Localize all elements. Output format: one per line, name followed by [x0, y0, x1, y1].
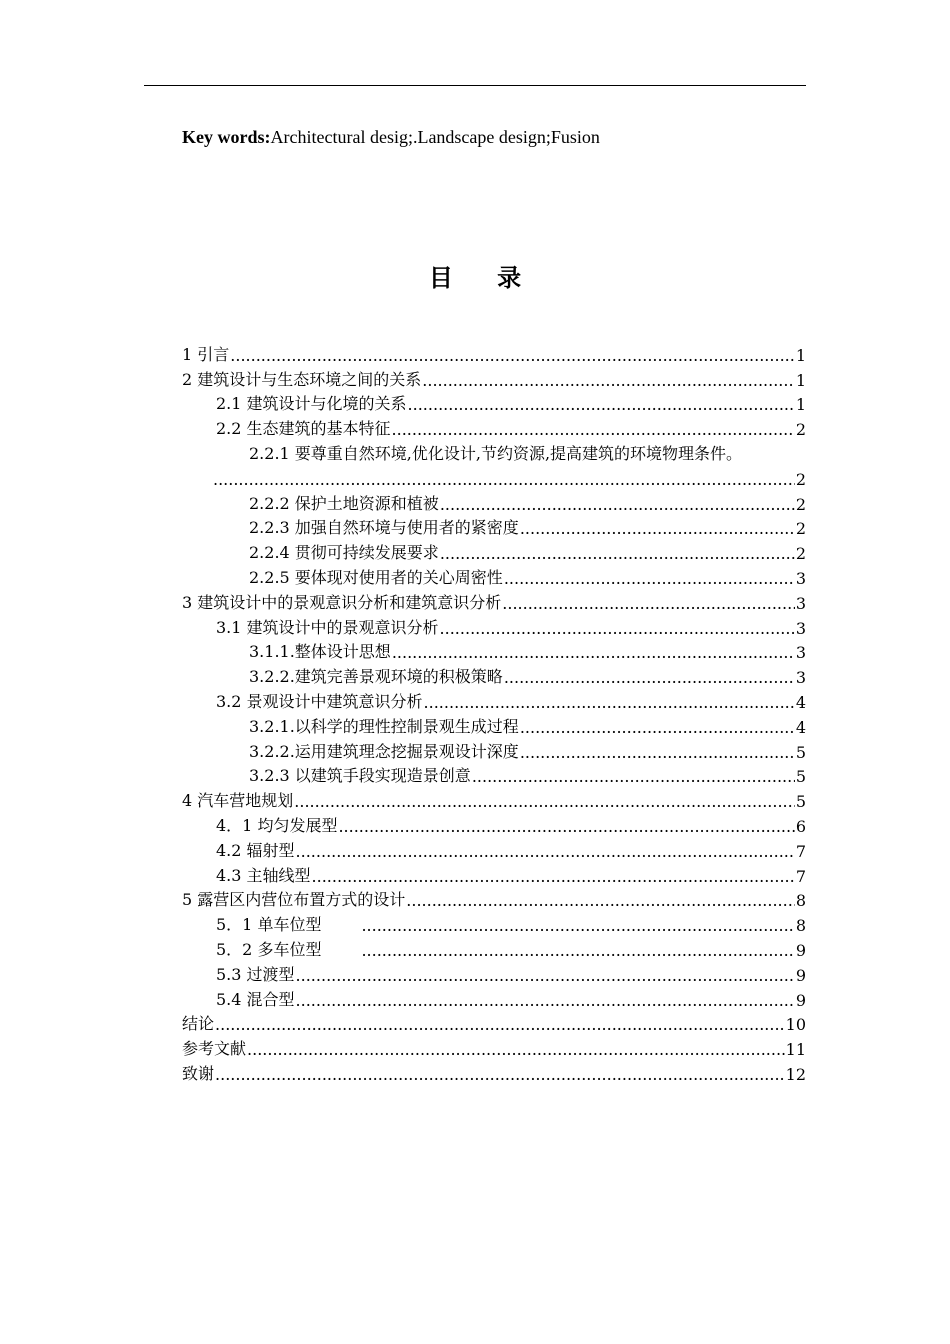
- toc-entry-page: 2: [795, 420, 806, 440]
- toc-entry-title: 4.3 主轴线型: [216, 865, 311, 885]
- toc-entry-page: 9: [795, 940, 806, 960]
- toc-entry-title: 2.2 生态建筑的基本特征: [216, 419, 391, 439]
- toc-leader-dots: [520, 718, 795, 737]
- toc-entry-page: 9: [795, 965, 806, 985]
- toc-entry[interactable]: [182, 985, 806, 1010]
- toc-leader-dots: [440, 619, 795, 638]
- toc-entry-page: 3: [795, 618, 806, 638]
- keywords-text: Architectural desig;.Landscape design;Fusion: [270, 127, 600, 147]
- toc-entry-title: 3.1.1.整体设计思想: [249, 642, 391, 662]
- toc-entry-page: 2: [795, 469, 806, 489]
- toc-entry-title: 致谢: [182, 1063, 215, 1083]
- toc-entry-title: 2.2.4 贯彻可持续发展要求: [249, 543, 439, 563]
- toc-leader-dots: [338, 817, 794, 836]
- toc-entry[interactable]: [182, 439, 806, 464]
- toc-entry[interactable]: [182, 861, 806, 886]
- toc-entry-page: 4: [795, 692, 806, 712]
- toc-entry-title: 3.2.3 以建筑手段实现造景创意: [249, 766, 471, 786]
- header-rule: [144, 85, 806, 86]
- toc-entry-page: 5: [795, 792, 806, 812]
- toc-leader-dots: [312, 867, 795, 886]
- toc-entry-title: 4 汽车营地规划: [182, 791, 294, 811]
- toc-entry-title: 4.2 辐射型: [216, 840, 295, 860]
- toc-entry[interactable]: [182, 538, 806, 563]
- toc-entry-page: 10: [785, 1015, 806, 1035]
- toc-entry[interactable]: [182, 811, 806, 836]
- toc-leader-dots: [520, 519, 795, 538]
- toc-entry[interactable]: [182, 638, 806, 663]
- toc-leader-dots: [440, 544, 795, 563]
- toc-leader-dots: [296, 991, 795, 1010]
- toc-entry[interactable]: [182, 687, 806, 712]
- toc-leader-dots: [520, 743, 795, 762]
- toc-leader-dots: [406, 891, 795, 910]
- toc-entry-title: 3.1 建筑设计中的景观意识分析: [216, 617, 439, 637]
- toc-entry-page: 5: [795, 767, 806, 787]
- toc-entry-title: 2.2.3 加强自然环境与使用者的紧密度: [249, 518, 519, 538]
- toc-leader-dots: [504, 569, 795, 588]
- toc-entry[interactable]: [182, 786, 806, 811]
- toc-entry-title: 3.2 景观设计中建筑意识分析: [216, 691, 423, 711]
- toc-entry[interactable]: [182, 935, 806, 960]
- toc-leader-dots: [296, 966, 795, 985]
- toc-entry-page: 4: [795, 717, 806, 737]
- toc-entry-page: 9: [795, 990, 806, 1010]
- toc-leader-dots: [296, 842, 795, 861]
- toc-entry[interactable]: [182, 737, 806, 762]
- toc-entry-page: 2: [795, 544, 806, 564]
- toc-entry[interactable]: [182, 588, 806, 613]
- toc-entry-title: 2.1 建筑设计与化境的关系: [216, 394, 407, 414]
- toc-leader-dots: [440, 495, 795, 514]
- toc-entry-page: 3: [795, 593, 806, 613]
- toc-entry-title: 结论: [182, 1014, 215, 1034]
- toc-entry[interactable]: [182, 1059, 806, 1084]
- toc-leader-dots: [424, 693, 795, 712]
- toc-entry[interactable]: [182, 712, 806, 737]
- toc-entry[interactable]: [182, 886, 806, 911]
- keywords-line: [182, 126, 600, 148]
- table-of-contents: [182, 340, 806, 1084]
- toc-entry-page: 1: [795, 395, 806, 415]
- toc-entry-page: 3: [795, 668, 806, 688]
- toc-entry-page: 7: [795, 866, 806, 886]
- toc-entry[interactable]: [182, 762, 806, 787]
- toc-entry-title: 2.2.1 要尊重自然环境,优化设计,节约资源,提高建筑的环境物理条件。: [249, 443, 743, 463]
- toc-leader-dots: [422, 371, 795, 390]
- toc-entry[interactable]: [182, 1010, 806, 1035]
- toc-leader-dots: [247, 1040, 785, 1059]
- toc-entry[interactable]: [182, 340, 806, 365]
- toc-entry-page: 2: [795, 519, 806, 539]
- toc-entry[interactable]: [182, 836, 806, 861]
- toc-entry-title: 3.2.2.建筑完善景观环境的积极策略: [249, 667, 503, 687]
- keywords-label: Key words:: [182, 127, 271, 147]
- toc-leader-dots: [392, 643, 795, 662]
- toc-leader-dots: [392, 420, 795, 439]
- toc-entry-page: 1: [795, 370, 806, 390]
- toc-leader-dots: [230, 346, 795, 365]
- toc-leader-dots: [472, 767, 795, 786]
- toc-entry[interactable]: [182, 563, 806, 588]
- toc-leader-dots: [408, 395, 795, 414]
- toc-entry-title: 5.3 过渡型: [216, 964, 295, 984]
- toc-entry-title: 5．1 单车位型: [216, 915, 322, 935]
- toc-entry-title: 5 露营区内营位布置方式的设计: [182, 890, 406, 910]
- toc-entry-page: 11: [785, 1040, 806, 1060]
- toc-leader-dots: [361, 916, 794, 935]
- toc-leader-dots: [361, 941, 794, 960]
- toc-title: 目 录: [428, 263, 540, 292]
- toc-entry[interactable]: [182, 489, 806, 514]
- toc-leader-dots: [504, 668, 795, 687]
- toc-entry-page: 8: [795, 891, 806, 911]
- toc-leader-dots: [294, 792, 795, 811]
- toc-entry[interactable]: [182, 910, 806, 935]
- toc-entry-page: 2: [795, 494, 806, 514]
- toc-leader-dots: [502, 594, 795, 613]
- toc-entry-title: 5．2 多车位型: [216, 939, 322, 959]
- toc-leader-dots: [215, 1015, 785, 1034]
- toc-entry[interactable]: [182, 414, 806, 439]
- toc-entry-page: 12: [785, 1064, 806, 1084]
- toc-entry[interactable]: [182, 365, 806, 390]
- toc-entry-title: 2 建筑设计与生态环境之间的关系: [182, 369, 422, 389]
- toc-entry[interactable]: [182, 1034, 806, 1059]
- toc-entry-page: 6: [795, 816, 806, 836]
- toc-entry-title: 3.2.2.运用建筑理念挖掘景观设计深度: [249, 741, 519, 761]
- toc-entry[interactable]: [182, 390, 806, 415]
- toc-entry-title: 2.2.5 要体现对使用者的关心周密性: [249, 567, 503, 587]
- toc-entry-page: 5: [795, 742, 806, 762]
- toc-entry-title: 3.2.1.以科学的理性控制景观生成过程: [249, 716, 519, 736]
- toc-entry[interactable]: [182, 960, 806, 985]
- toc-leader-dots: [213, 470, 795, 489]
- toc-entry-page: 1: [795, 345, 806, 365]
- toc-entry[interactable]: [182, 662, 806, 687]
- toc-entry-page: 3: [795, 568, 806, 588]
- toc-entry[interactable]: [182, 464, 806, 489]
- toc-entry[interactable]: [182, 613, 806, 638]
- toc-entry-title: 5.4 混合型: [216, 989, 295, 1009]
- toc-entry-title: 3 建筑设计中的景观意识分析和建筑意识分析: [182, 592, 502, 612]
- toc-leader-dots: [215, 1065, 785, 1084]
- toc-entry-page: 3: [795, 643, 806, 663]
- toc-entry-title: 参考文献: [182, 1039, 247, 1059]
- toc-entry-title: 2.2.2 保护土地资源和植被: [249, 493, 439, 513]
- toc-entry-title: 4．1 均匀发展型: [216, 815, 338, 835]
- toc-entry-page: 8: [795, 916, 806, 936]
- toc-entry-title: 1 引言: [182, 344, 230, 364]
- toc-entry[interactable]: [182, 514, 806, 539]
- toc-entry-page: 7: [795, 841, 806, 861]
